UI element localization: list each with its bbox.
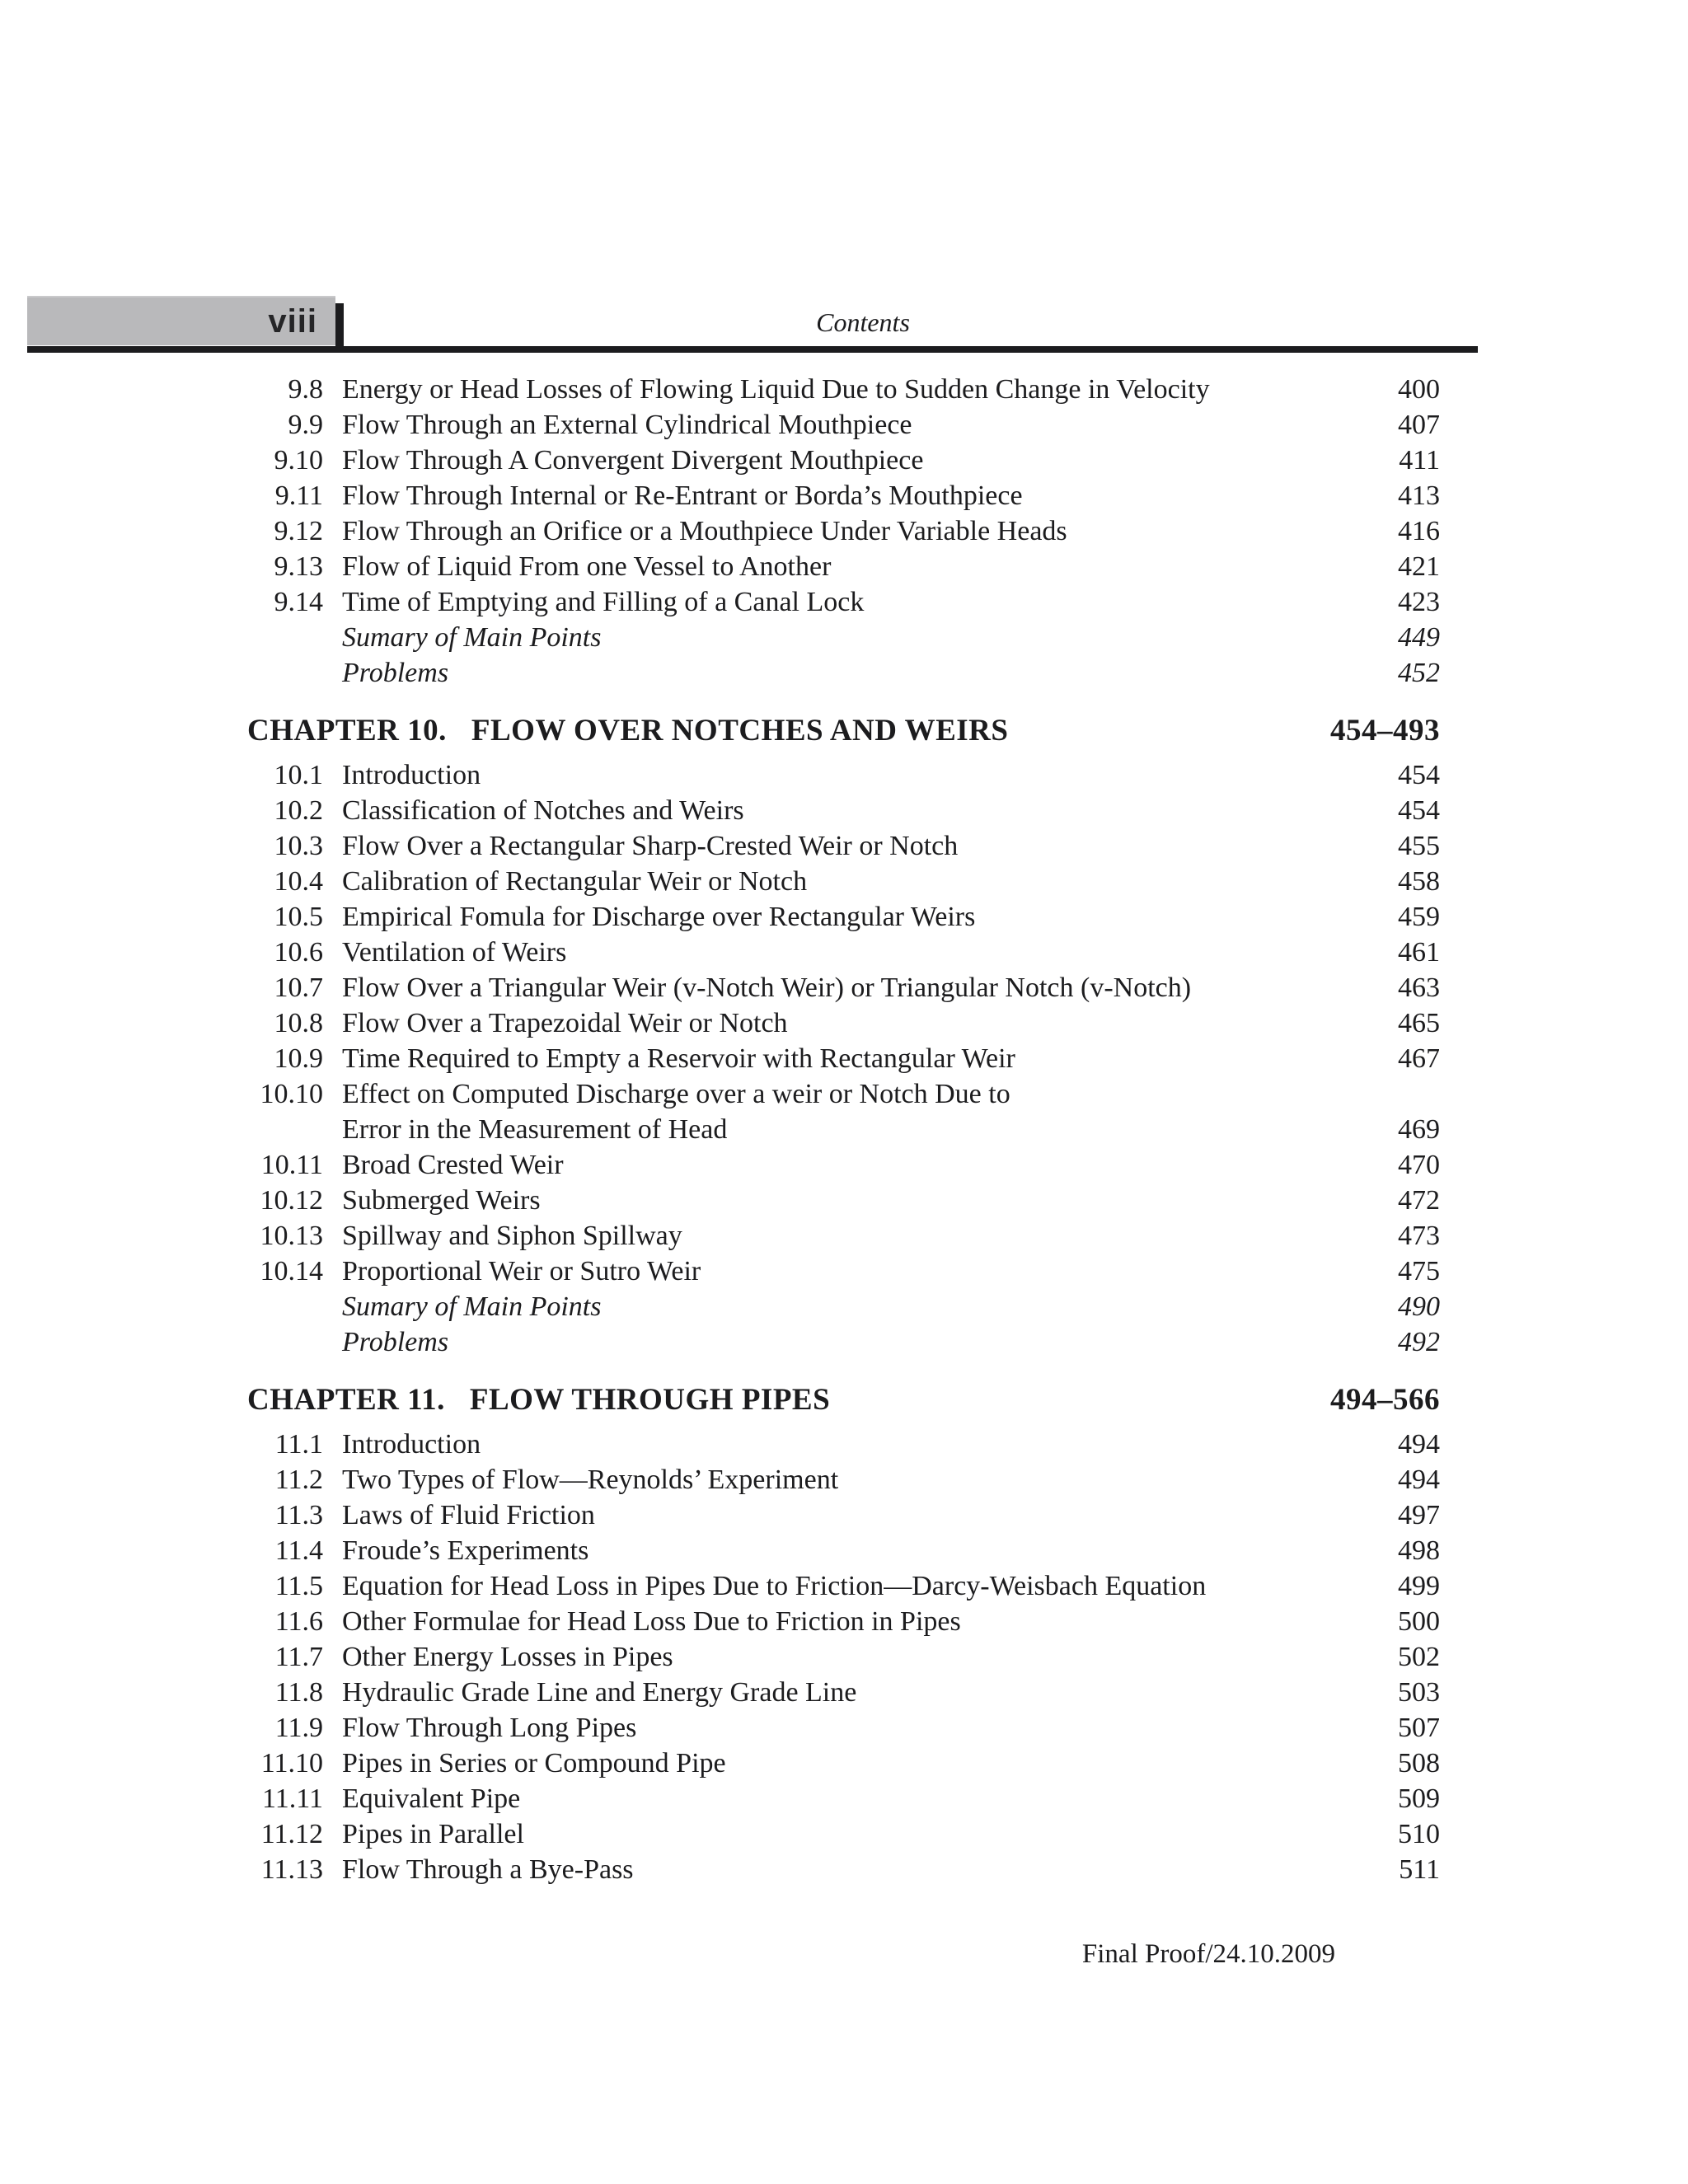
- entry-title: Flow Over a Rectangular Sharp-Crested Weir or Notch: [342, 831, 959, 861]
- chapter-title: FLOW THROUGH PIPES: [469, 1383, 831, 1417]
- toc-entry: [247, 935, 1440, 970]
- entry-title: Problems: [342, 658, 449, 688]
- toc-entry: [247, 1041, 1440, 1076]
- toc-entry: [247, 1639, 1440, 1675]
- entry-page: 507: [1398, 1713, 1440, 1743]
- toc-entry: [247, 899, 1440, 935]
- entry-title: Classification of Notches and Weirs: [342, 795, 744, 826]
- entry-number: 11.4: [274, 1535, 323, 1566]
- toc-entry: [247, 1427, 1440, 1462]
- toc-entry: [247, 549, 1440, 584]
- entry-page: 416: [1398, 516, 1440, 546]
- entry-title: Effect on Computed Discharge over a weir or Notch Due to: [342, 1079, 1010, 1109]
- entry-page: 472: [1398, 1185, 1440, 1216]
- entry-title: Flow Over a Triangular Weir (v-Notch Weir) or Triangular Notch (v-Notch): [342, 972, 1192, 1003]
- entry-page: 452: [1398, 658, 1440, 688]
- toc-entry: [247, 513, 1440, 549]
- entry-number: 10.7: [274, 972, 323, 1003]
- entry-title: Other Energy Losses in Pipes: [342, 1642, 673, 1672]
- entry-number: 11.13: [260, 1854, 323, 1885]
- entry-number: 10.10: [260, 1079, 323, 1109]
- entry-title: Spillway and Siphon Spillway: [342, 1221, 682, 1251]
- entry-page: 494: [1398, 1429, 1440, 1460]
- toc-entry: [247, 1568, 1440, 1604]
- entry-number: 10.13: [260, 1221, 323, 1251]
- entry-page: 492: [1398, 1327, 1440, 1357]
- toc-entry: [247, 1324, 1440, 1360]
- toc-entry: [247, 1710, 1440, 1746]
- entry-number: 10.8: [274, 1008, 323, 1038]
- header-title: Contents: [816, 307, 910, 337]
- toc-entry: [247, 1533, 1440, 1568]
- toc-entry: [247, 1497, 1440, 1533]
- entry-number: 11.10: [260, 1748, 323, 1779]
- entry-page: 508: [1398, 1748, 1440, 1779]
- toc-entry: [247, 1746, 1440, 1781]
- entry-title: Flow Through an External Cylindrical Mouthpiece: [342, 410, 912, 440]
- entry-number: 10.4: [274, 866, 323, 897]
- entry-number: 11.6: [274, 1606, 323, 1637]
- toc-entry: [247, 1675, 1440, 1710]
- toc-entry: [247, 864, 1440, 899]
- toc-entry: [247, 620, 1440, 655]
- entry-title: Time of Emptying and Filling of a Canal Lock: [342, 587, 865, 617]
- entry-title: Laws of Fluid Friction: [342, 1500, 595, 1530]
- entry-title: Hydraulic Grade Line and Energy Grade Line: [342, 1677, 857, 1708]
- entry-page: 411: [1399, 445, 1440, 476]
- entry-title: Empirical Fomula for Discharge over Rectangular Weirs: [342, 902, 976, 932]
- entry-title: Flow Through an Orifice or a Mouthpiece Under Variable Heads: [342, 516, 1067, 546]
- entry-page: 467: [1398, 1043, 1440, 1074]
- toc-entry: [247, 1604, 1440, 1639]
- entry-number: 11.9: [274, 1713, 323, 1743]
- entry-page: 509: [1398, 1783, 1440, 1814]
- entry-number: 11.12: [260, 1819, 323, 1849]
- entry-title: Problems: [342, 1327, 449, 1357]
- entry-number: 10.12: [260, 1185, 323, 1216]
- entry-page: 497: [1398, 1500, 1440, 1530]
- toc-entry: [247, 970, 1440, 1005]
- entry-title: Proportional Weir or Sutro Weir: [342, 1256, 701, 1286]
- toc-entry: [247, 443, 1440, 478]
- toc-list: [247, 372, 1440, 1887]
- entry-number: 10.5: [274, 902, 323, 932]
- entry-title: Pipes in Parallel: [342, 1819, 524, 1849]
- entry-page: 494: [1398, 1465, 1440, 1495]
- entry-page: 470: [1398, 1150, 1440, 1180]
- entry-title: Submerged Weirs: [342, 1185, 541, 1216]
- entry-title: Introduction: [342, 1429, 481, 1460]
- toc-entry: [247, 1183, 1440, 1218]
- entry-title: Flow Through Internal or Re-Entrant or Borda’s Mouthpiece: [342, 480, 1023, 511]
- entry-page: 502: [1398, 1642, 1440, 1672]
- chapter-title: FLOW OVER NOTCHES AND WEIRS: [471, 714, 1009, 748]
- toc-entry: [247, 478, 1440, 513]
- toc-entry: [247, 1816, 1440, 1852]
- entry-page: 423: [1398, 587, 1440, 617]
- entry-page: 499: [1398, 1571, 1440, 1601]
- entry-title: Equivalent Pipe: [342, 1783, 521, 1814]
- entry-number: 9.13: [274, 551, 323, 582]
- toc-entry: [247, 1112, 1440, 1147]
- entry-page: 407: [1398, 410, 1440, 440]
- entry-number: 10.11: [260, 1150, 323, 1180]
- entry-number: 10.6: [274, 937, 323, 968]
- entry-page: 465: [1398, 1008, 1440, 1038]
- toc-entry: [247, 584, 1440, 620]
- entry-page: 475: [1398, 1256, 1440, 1286]
- entry-page: 400: [1398, 374, 1440, 405]
- entry-title: Flow Through Long Pipes: [342, 1713, 637, 1743]
- entry-title: Error in the Measurement of Head: [342, 1114, 728, 1145]
- entry-number: 11.7: [274, 1642, 323, 1672]
- toc-entry: [247, 1462, 1440, 1497]
- entry-number: 9.10: [274, 445, 323, 476]
- entry-page: 454: [1398, 760, 1440, 790]
- entry-page: 461: [1398, 937, 1440, 968]
- entry-number: 11.11: [262, 1783, 323, 1814]
- entry-title: Ventilation of Weirs: [342, 937, 567, 968]
- toc-entry: [247, 1781, 1440, 1816]
- chapter-heading: [247, 1381, 1440, 1418]
- chapter-heading: [247, 712, 1440, 749]
- entry-number: 11.1: [274, 1429, 323, 1460]
- entry-title: Other Formulae for Head Loss Due to Friction in Pipes: [342, 1606, 961, 1637]
- entry-page: 454: [1398, 795, 1440, 826]
- entry-page: 449: [1398, 622, 1440, 653]
- entry-number: 9.9: [288, 410, 323, 440]
- toc-entry: [247, 1076, 1440, 1112]
- entry-page: 463: [1398, 972, 1440, 1003]
- toc-entry: [247, 372, 1440, 407]
- entry-page: 500: [1398, 1606, 1440, 1637]
- entry-title: Introduction: [342, 760, 481, 790]
- entry-page: 503: [1398, 1677, 1440, 1708]
- entry-page: 455: [1398, 831, 1440, 861]
- entry-title: Broad Crested Weir: [342, 1150, 564, 1180]
- entry-page: 413: [1398, 480, 1440, 511]
- entry-page: 459: [1398, 902, 1440, 932]
- chapter-page-range: 454–493: [1330, 714, 1440, 748]
- chapter-label: CHAPTER 11.: [247, 1383, 445, 1417]
- toc-entry: [247, 793, 1440, 828]
- entry-number: 10.3: [274, 831, 323, 861]
- entry-page: 473: [1398, 1221, 1440, 1251]
- entry-number: 10.1: [274, 760, 323, 790]
- entry-page: 498: [1398, 1535, 1440, 1566]
- toc-entry: [247, 1005, 1440, 1041]
- entry-number: 10.14: [260, 1256, 323, 1286]
- entry-number: 11.8: [274, 1677, 323, 1708]
- entry-page: 511: [1399, 1854, 1440, 1885]
- entry-number: 9.8: [288, 374, 323, 405]
- entry-title: Flow Over a Trapezoidal Weir or Notch: [342, 1008, 788, 1038]
- entry-title: Time Required to Empty a Reservoir with Rectangular Weir: [342, 1043, 1015, 1074]
- toc-entry: [247, 1852, 1440, 1887]
- toc-entry: [247, 1147, 1440, 1183]
- entry-number: 11.3: [274, 1500, 323, 1530]
- entry-number: 9.12: [274, 516, 323, 546]
- entry-title: Sumary of Main Points: [342, 622, 602, 653]
- entry-title: Flow Through a Bye-Pass: [342, 1854, 634, 1885]
- toc-entry: [247, 407, 1440, 443]
- entry-title: Equation for Head Loss in Pipes Due to Friction—Darcy-Weisbach Equation: [342, 1571, 1207, 1601]
- entry-title: Calibration of Rectangular Weir or Notch: [342, 866, 808, 897]
- entry-number: 10.2: [274, 795, 323, 826]
- entry-page: 469: [1398, 1114, 1440, 1145]
- entry-number: 10.9: [274, 1043, 323, 1074]
- entry-title: Flow Through A Convergent Divergent Mouthpiece: [342, 445, 924, 476]
- entry-title: Sumary of Main Points: [342, 1291, 602, 1322]
- toc-entry: [247, 828, 1440, 864]
- header-rule: [27, 346, 1478, 353]
- entry-number: 9.14: [274, 587, 323, 617]
- page-number-tab: [27, 296, 335, 345]
- entry-title: Two Types of Flow—Reynolds’ Experiment: [342, 1465, 839, 1495]
- entry-number: 11.5: [274, 1571, 323, 1601]
- entry-number: 11.2: [274, 1465, 323, 1495]
- toc-entry: [247, 1218, 1440, 1254]
- entry-page: 490: [1398, 1291, 1440, 1322]
- entry-page: 458: [1398, 866, 1440, 897]
- page-number: viii: [268, 303, 317, 340]
- entry-page: 421: [1398, 551, 1440, 582]
- chapter-label: CHAPTER 10.: [247, 714, 447, 748]
- chapter-page-range: 494–566: [1330, 1383, 1440, 1417]
- toc-entry: [247, 1254, 1440, 1289]
- tab-shadow: [335, 303, 344, 353]
- entry-title: Froude’s Experiments: [342, 1535, 589, 1566]
- footer-note: Final Proof/24.10.2009: [1081, 1939, 1335, 1969]
- toc-entry: [247, 1289, 1440, 1324]
- toc-entry: [247, 757, 1440, 793]
- entry-title: Energy or Head Losses of Flowing Liquid Due to Sudden Change in Velocity: [342, 374, 1210, 405]
- entry-page: 510: [1398, 1819, 1440, 1849]
- entry-title: Flow of Liquid From one Vessel to Another: [342, 551, 832, 582]
- entry-number: 9.11: [274, 480, 323, 511]
- entry-title: Pipes in Series or Compound Pipe: [342, 1748, 726, 1779]
- toc-entry: [247, 655, 1440, 691]
